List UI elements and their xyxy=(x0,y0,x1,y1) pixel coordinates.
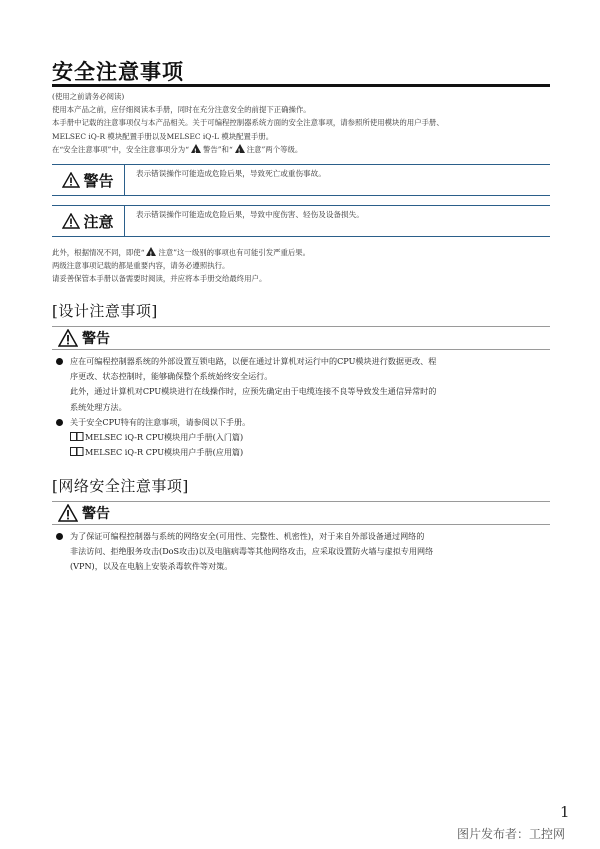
warning-triangle-icon xyxy=(191,144,201,153)
signal-row-caution xyxy=(52,205,550,237)
levels-caution: 注意 xyxy=(246,144,262,154)
signal-label-text: 警告 xyxy=(83,171,114,190)
list-item xyxy=(52,415,550,461)
signal-label xyxy=(52,165,125,195)
levels-suffix: ”两个等级。 xyxy=(261,144,303,154)
book-icon xyxy=(70,432,84,441)
notes-prefix: 此外，根据情况不同，即使“ xyxy=(52,248,145,257)
page-number: 1 xyxy=(560,803,570,821)
intro-line: 使用本产品之前，应仔细阅读本手册，同时在充分注意安全的前提下正确操作。 xyxy=(52,105,311,115)
manual-reference-text: MELSEC iQ-R CPU模块用户手册(应用篇) xyxy=(85,447,244,458)
levels-line xyxy=(52,143,552,156)
intro-line: (使用之前请务必阅读) xyxy=(52,92,125,101)
intro-line: 本手册中记载的注意事项仅与本产品相关。关于可编程控制器系统方面的安全注意事项，请参照所使用模块的用户手册、 xyxy=(52,118,444,128)
publisher-watermark: 图片发布者：工控网 xyxy=(457,827,566,841)
network-warning-body xyxy=(52,525,550,575)
notes-line xyxy=(52,246,310,259)
page-title: 安全注意事项 xyxy=(52,59,184,84)
item-line: 序更改、状态控制时，能够确保整个系统始终安全运行。 xyxy=(70,371,273,382)
levels-prefix: 在“安全注意事项”中，安全注意事项分为“ xyxy=(52,144,189,154)
item-line: 应在可编程控制器系统的外部设置互锁电路，以便在通过计算机对运行中的CPU模块进行数据更改、程 xyxy=(70,356,437,366)
warning-box-title: 警告 xyxy=(82,331,110,347)
book-icon xyxy=(70,447,84,456)
warning-triangle-icon xyxy=(62,172,80,188)
design-section-heading: [设计注意事项] xyxy=(52,302,158,320)
network-section-heading: [网络安全注意事项] xyxy=(52,477,189,495)
design-warning-body xyxy=(52,350,550,460)
levels-middle: ”和“ xyxy=(217,144,233,154)
item-line: 系统处理方法。 xyxy=(70,401,127,412)
item-line: 关于安全CPU特有的注意事项，请参阅以下手册。 xyxy=(70,416,251,427)
manual-reference-text: MELSEC iQ-R CPU模块用户手册(入门篇) xyxy=(85,432,244,443)
warning-box-title: 警告 xyxy=(82,506,110,522)
design-warning-box xyxy=(52,326,550,460)
warning-box-header xyxy=(52,502,550,525)
warning-triangle-icon xyxy=(58,329,78,347)
item-line: (VPN)，以及在电脑上安装杀毒软件等对策。 xyxy=(70,561,233,572)
notes-suffix: ”这一级别的事项也有可能引发严重后果。 xyxy=(173,248,311,257)
warning-box-header xyxy=(52,327,550,350)
levels-warning: 警告 xyxy=(202,144,218,154)
notes-line: 请妥善保管本手册以备需要时阅读，并应将本手册交给最终用户。 xyxy=(52,274,267,284)
bullet-icon xyxy=(56,533,63,540)
list-item xyxy=(52,354,550,415)
manual-reference[interactable] xyxy=(70,445,550,460)
signal-description: 表示错误操作可能造成危险后果，导致死亡或重伤事故。 xyxy=(136,169,326,178)
warning-triangle-icon xyxy=(235,144,245,153)
signal-row-warning xyxy=(52,164,550,196)
signal-label xyxy=(52,206,125,236)
item-line: 为了保证可编程控制器与系统的网络安全(可用性、完整性、机密性)，对于来自外部设备通过网络的 xyxy=(70,531,425,541)
item-line: 此外，通过计算机对CPU模块进行在线操作时，应预先确定由于电缆连接不良等导致发生通信异常时的 xyxy=(70,386,437,397)
notes-line: 两级注意事项记载的都是重要内容，请务必遵照执行。 xyxy=(52,261,230,271)
warning-triangle-icon xyxy=(62,213,80,229)
signal-description: 表示错误操作可能造成危险后果，导致中度伤害、轻伤及设备损失。 xyxy=(136,210,364,219)
bullet-icon xyxy=(56,419,63,426)
list-item xyxy=(52,529,550,575)
network-warning-box xyxy=(52,501,550,575)
title-underline xyxy=(52,84,550,87)
warning-triangle-icon xyxy=(58,504,78,522)
warning-triangle-icon xyxy=(146,247,156,256)
manual-reference[interactable] xyxy=(70,430,550,445)
bullet-icon xyxy=(56,358,63,365)
item-line: 非法访问、拒绝服务攻击(DoS攻击)以及电脑病毒等其他网络攻击，应采取设置防火墙与虚拟专用网络 xyxy=(70,546,434,557)
intro-block xyxy=(52,90,552,156)
intro-line: MELSEC iQ-R 模块配置手册以及MELSEC iQ-L 模块配置手册。 xyxy=(52,131,274,141)
signal-label-text: 注意 xyxy=(83,212,114,231)
notes-block xyxy=(52,246,310,286)
notes-caution: 注意 xyxy=(158,248,174,257)
